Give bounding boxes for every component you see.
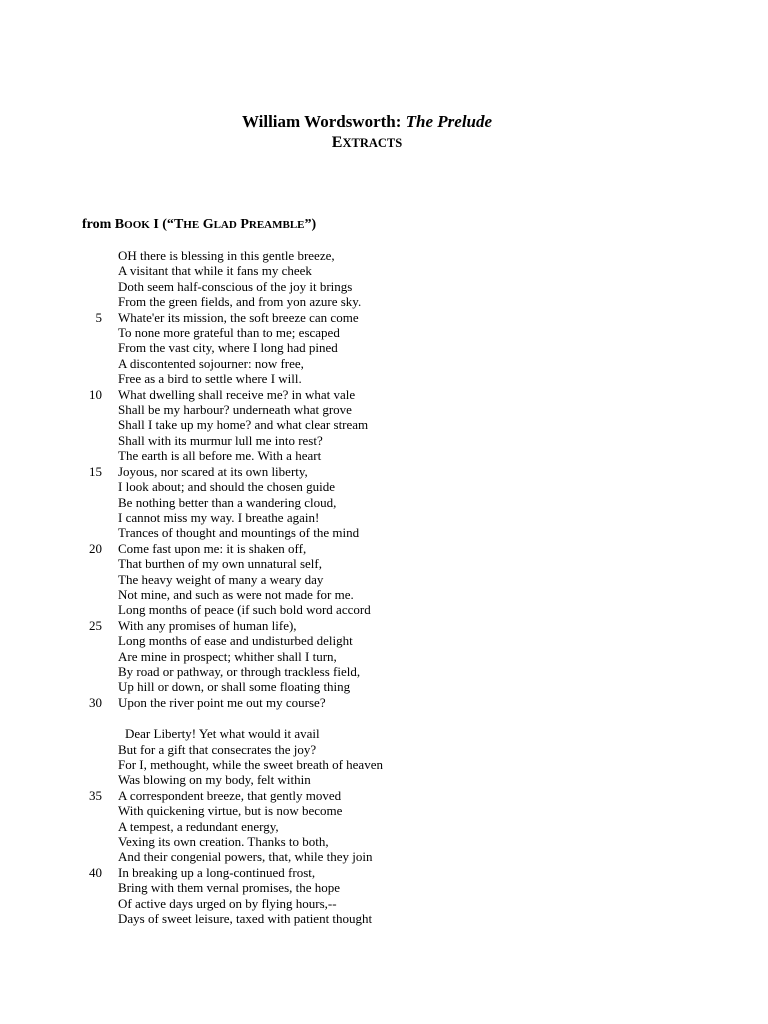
line-text: I cannot miss my way. I breathe again! [118,509,320,525]
line-number: 10 [89,386,102,402]
line-text: A visitant that while it fans my cheek [118,263,312,279]
poem-line [0,556,768,571]
subtitle-initial: E [331,134,343,151]
line-text: Doth seem half-conscious of the joy it brings [118,278,353,294]
poem-line [0,541,768,556]
poem-line [0,510,768,525]
poem-line [0,788,768,803]
poem-line [0,834,768,849]
section-heading [82,216,316,234]
line-text: Dear Liberty! Yet what would it avail [125,726,320,742]
section-book-rest: OOK [124,219,150,231]
line-number: 20 [89,540,102,556]
poem-line [0,525,768,540]
poem-line [0,371,768,386]
subtitle-rest: XTRACTS [342,136,403,150]
poem-line [0,819,768,834]
title-block [0,111,734,154]
poem-line [0,464,768,479]
line-text: Up hill or down, or shall some floating thing [118,679,351,695]
poem-line [0,402,768,417]
line-text: Shall be my harbour? underneath what grove [118,402,352,418]
stanza-gap [0,710,768,726]
poem-line [0,880,768,895]
line-text: Be nothing better than a wandering cloud, [118,494,337,510]
poem-line [0,726,768,741]
poem-line [0,679,768,694]
poem-line [0,633,768,648]
line-text: Free as a bird to settle where I will. [118,371,302,387]
poem-line [0,279,768,294]
page-title [0,111,734,132]
line-text: OH there is blessing in this gentle breeze, [118,248,335,263]
poem-line [0,310,768,325]
title-work: The Prelude [405,112,493,131]
line-number: 5 [95,309,102,325]
poem-line [0,387,768,402]
line-text: Bring with them vernal promises, the hope [118,880,341,896]
page-subtitle [0,132,734,154]
line-text: Whate'er its mission, the soft breeze can come [118,309,359,325]
stanza [0,726,768,926]
poem-line [0,479,768,494]
poem-line [0,248,768,263]
line-text: But for a gift that consecrates the joy? [118,741,317,757]
line-text: Trances of thought and mountings of the mind [118,525,360,541]
title-author: William Wordsworth: [241,112,402,131]
line-number: 25 [89,617,102,633]
section-t2-cap: G [202,217,214,232]
poem-line [0,417,768,432]
line-text: I look about; and should the chosen guide [118,479,335,495]
line-text: Shall with its murmur lull me into rest? [118,432,323,448]
line-text: A correspondent breeze, that gently moved [118,787,342,803]
section-t1-rest: HE [183,219,200,231]
line-text: Days of sweet leisure, taxed with patient thought [118,911,373,927]
line-text: For I, methought, while the sweet breath of heaven [118,757,383,772]
section-from: from [82,217,112,232]
poem-line [0,495,768,510]
poem-line [0,602,768,617]
line-text: Shall I take up my home? and what clear stream [118,417,369,433]
poem-line [0,618,768,633]
poem-line [0,742,768,757]
line-number: 15 [89,463,102,479]
line-text: The earth is all before me. With a heart [118,448,322,464]
line-text: With quickening virtue, but is now become [118,803,343,819]
poem-line [0,263,768,278]
poem-line [0,865,768,880]
line-text: Vexing its own creation. Thanks to both, [118,834,329,850]
poem-line [0,433,768,448]
poem-line [0,448,768,463]
line-text: From the green fields, and from yon azure sky. [118,294,362,310]
poem-line [0,587,768,602]
line-text: Long months of peace (if such bold word accord [118,602,371,618]
line-text: And their congenial powers, that, while they join [118,849,373,865]
poem-line [0,803,768,818]
line-text: Are mine in prospect; whither shall I turn, [118,648,337,664]
poem-line [0,356,768,371]
section-t2-rest: LAD [213,219,237,231]
line-text: Upon the river point me out my course? [118,694,326,710]
line-text: By road or pathway, or through trackless field, [118,663,361,679]
section-t3-rest: REAMBLE [248,219,305,231]
poem-line [0,849,768,864]
line-text: Joyous, nor scared at its own liberty, [118,463,308,479]
poem-line [0,649,768,664]
line-text: The heavy weight of many a weary day [118,571,324,587]
line-number: 30 [89,694,102,710]
section-t1-cap: T [173,217,184,232]
poem-line [0,340,768,355]
line-text: In breaking up a long-continued frost, [118,864,316,880]
line-text: What dwelling shall receive me? in what vale [118,386,356,402]
line-text: Of active days urged on by flying hours,-- [118,895,337,911]
poem-line [0,695,768,710]
poem-line [0,911,768,926]
line-text: A tempest, a redundant energy, [118,818,279,834]
poem-line [0,664,768,679]
section-book-num: I (“ [153,217,174,232]
stanza [0,248,768,710]
line-text: Was blowing on my body, felt within [118,772,311,788]
line-text: Long months of ease and undisturbed delight [118,633,353,649]
line-text: From the vast city, where I long had pined [118,340,338,356]
line-text: A discontented sojourner: now free, [118,355,304,371]
section-t3-cap: P [240,217,249,232]
poem-line [0,572,768,587]
poem-body [0,248,768,926]
section-book-cap: B [114,217,125,232]
line-text: To none more grateful than to me; escaped [118,325,340,341]
line-text: Not mine, and such as were not made for me. [118,586,354,602]
line-text: Come fast upon me: it is shaken off, [118,540,307,556]
poem-line [0,325,768,340]
line-text: That burthen of my own unnatural self, [118,556,322,572]
poem-line [0,772,768,787]
section-close: ”) [304,217,317,232]
poem-line [0,294,768,309]
line-number: 35 [89,787,102,803]
line-text: With any promises of human life), [118,617,297,633]
poem-line [0,896,768,911]
line-number: 40 [89,864,102,880]
poem-line [0,757,768,772]
